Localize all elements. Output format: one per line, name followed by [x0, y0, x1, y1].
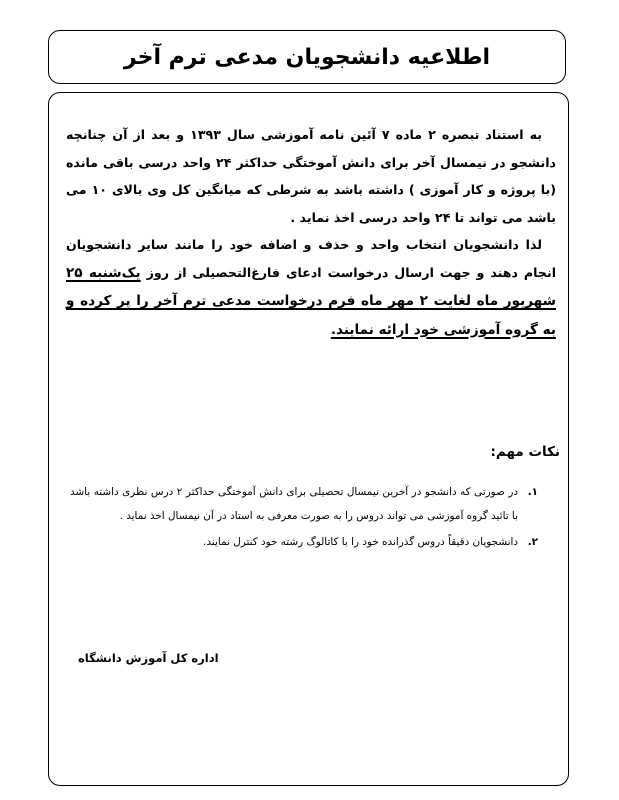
paragraph-1: به استناد تبصره ۲ ماده ۷ آئین نامه آموزشی سال ۱۳۹۳ و بعد از آن چنانچه دانشجو در نیمسال آخر برای دانش آموختگی حداکثر ۲۴ واحد درسی باقی مانده (با پروژه و کار آموزی ) داشته باشد به شرطی که میانگین کل وی بالای ۱۰ می باشد می تواند تا ۲۴ واحد درسی اخذ نماید . [66, 127, 556, 225]
deadline-emphasis: یک‌شنبه ۲۵ شهریور ماه لغایت ۲ مهر ماه فرم درخواست مدعی ترم آخر را پر کرده و به گروه آموزشی خود ارائه نمایند. [66, 264, 556, 338]
notes-title: نکات مهم: [490, 444, 560, 460]
title-box [48, 30, 566, 84]
paragraph-2-text: لذا دانشجویان انتخاب واحد و حذف و اضافه خود را مانند سایر دانشجویان انجام دهند و جهت ارسال درخواست ادعای فارغ‌التحصیلی از روز [66, 237, 557, 280]
page-title: اطلاعیه دانشجویان مدعی ترم آخر [123, 44, 491, 70]
signature: اداره کل آموزش دانشگاه [78, 651, 219, 665]
note-item [70, 530, 538, 554]
note-number: ۱. [527, 486, 538, 498]
announcement-body [66, 121, 556, 344]
note-item [70, 480, 538, 528]
note-text: در صورتی که دانشجو در آخرین نیمسال تحصیلی برای دانش آموختگی حداکثر ۲ درس نظری داشته باشد با تائید گروه آموزشی می تواند دروس را به صورت معرفی به استاد در آن نیمسال اخذ نماید . [70, 486, 518, 522]
note-number: ۲. [527, 536, 538, 548]
notes-list [70, 480, 538, 554]
paragraph-2 [66, 231, 556, 344]
note-text: دانشجویان دقیقاً دروس گذرانده خود را با کاتالوگ رشته خود کنترل نمایند. [203, 536, 518, 548]
